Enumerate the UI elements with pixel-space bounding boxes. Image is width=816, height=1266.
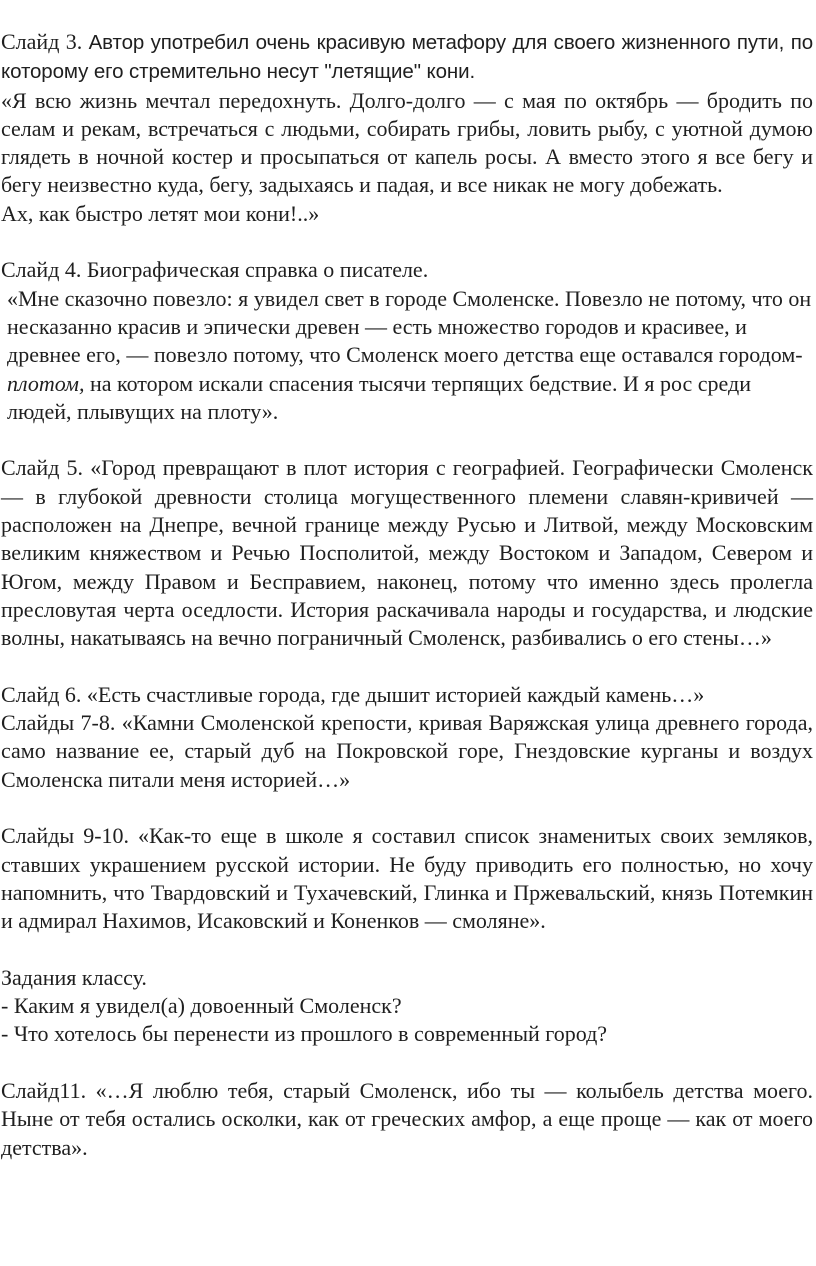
slide-4-quote xyxy=(1,285,813,426)
slide-4-heading: Слайд 4. Биографическая справка о писателе. xyxy=(1,257,429,283)
slide-3-quote: «Я всю жизнь мечтал передохнуть. Долго-долго — с мая по октябрь — бродить по селам и рекам, встречаться с людьми, собирать грибы, ловить рыбу, с уютной думою глядеть в ночной костер и просыпаться от капель росы. А вместо этого я все бегу и бегу неизвестно куда, бегу, задыхаясь и падая, и все никак не могу добежать. xyxy=(1,87,813,198)
slide-3-intro xyxy=(1,28,813,87)
document-page xyxy=(0,28,816,1162)
slide-4-quote-end: на котором искали спасения тысячи терпящих бедствие. И я рос среди людей, плывущих на плоту». xyxy=(7,370,751,424)
paragraph-gap xyxy=(1,228,813,256)
tasks-heading: Задания классу. xyxy=(1,964,147,990)
slide-3-label: Слайд 3. xyxy=(1,29,89,54)
slide-11-text: Слайд11. «…Я люблю тебя, старый Смоленск, ибо ты — колыбель детства моего. Ныне от тебя остались осколки, как от греческих амфор, а еще проще — как от моего детства». xyxy=(1,1077,813,1160)
slide-4-quote-start: «Мне сказочно повезло: я увидел свет в городе Смоленске. Повезло не потому, что он несказанно красив и эпически древен — есть множество городов и красивее, и древнее его, — повезло потому, что Смоленск моего детства еще оставался городом- xyxy=(7,285,812,368)
paragraph-gap xyxy=(1,1049,813,1077)
slide-4-quote-italic: плотом, xyxy=(7,370,85,396)
slide-5-text: Слайд 5. «Город превращают в плот история с географией. Географически Смоленск — в глубокой древности столица могущественного племени славян-кривичей — расположен на Днепре, вечной границе между Русью и Литвой, между Московским великим княжеством и Речью Посполитой, между Востоком и Западом, Севером и Югом, между Правом и Бесправием, наконец, потому что именно здесь пролегла пресловутая черта оседлости. История раскачивала народы и государства, и людские волны, накатываясь на вечно пограничный Смоленск, разбивались о его стены…» xyxy=(1,455,813,651)
task-item-2: - Что хотелось бы перенести из прошлого в современный город? xyxy=(1,1021,608,1047)
task-item-1: - Каким я увидел(а) довоенный Смоленск? xyxy=(1,993,402,1019)
slides-7-8-text: Слайды 7-8. «Камни Смоленской крепости, кривая Варяжская улица древнего города, само название ее, старый дуб на Покровской горе, Гнездовские курганы и воздух Смоленска питали меня историей…» xyxy=(1,710,813,792)
slide-3-ending: Ах, как быстро летят мои кони!..» xyxy=(1,200,320,226)
slides-9-10-text: Слайды 9-10. «Как-то еще в школе я составил список знаменитых своих земляков, ставших украшением русской истории. Не буду приводить его полностью, но хочу напомнить, что Твардовский и Тухачевский, Глинка и Пржевальский, князь Потемкин и адмирал Нахимов, Исаковский и Коненков — смоляне». xyxy=(1,823,813,934)
slide-3-intro-text: Автор употребил очень красивую метафору для своего жизненного пути, по которому его стремительно несут "летящие" кони. xyxy=(1,31,814,84)
paragraph-gap xyxy=(1,936,813,964)
slide-6-text: Слайд 6. «Есть счастливые города, где дышит историей каждый камень…» xyxy=(1,681,705,707)
paragraph-gap xyxy=(1,426,813,454)
paragraph-gap xyxy=(1,794,813,822)
paragraph-gap xyxy=(1,653,813,681)
